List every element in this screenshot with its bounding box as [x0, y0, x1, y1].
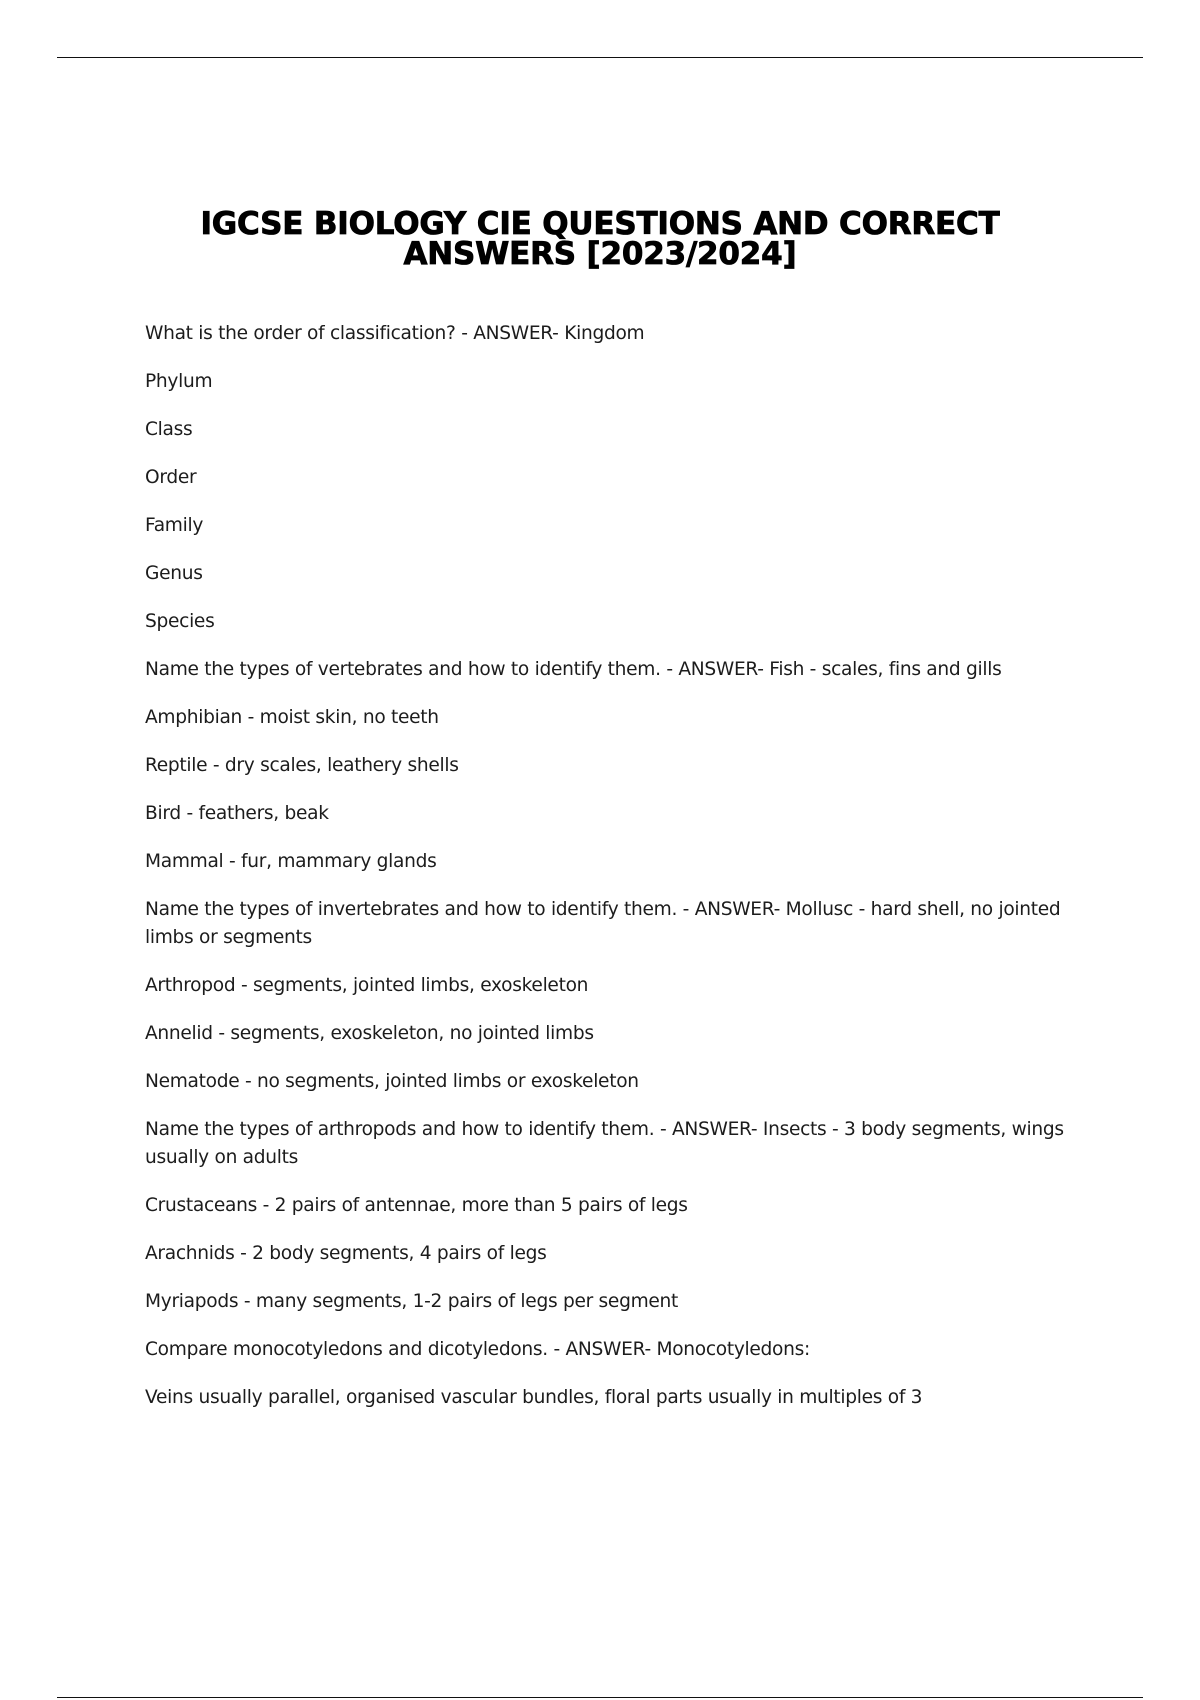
paragraph: Amphibian - moist skin, no teeth	[145, 707, 439, 728]
paragraph: Name the types of vertebrates and how to identify them. - ANSWER- Fish - scales, fins and gills	[145, 659, 1002, 680]
bottom-rule	[57, 1697, 1143, 1698]
paragraph: Compare monocotyledons and dicotyledons. - ANSWER- Monocotyledons:	[145, 1339, 810, 1360]
top-rule	[57, 57, 1143, 58]
paragraph: Genus	[145, 563, 203, 584]
paragraph: Name the types of arthropods and how to identify them. - ANSWER- Insects - 3 body segments, wings usually on adults	[145, 1119, 1064, 1168]
document-body	[145, 320, 1075, 1432]
document-title: IGCSE BIOLOGY CIE QUESTIONS AND CORRECT ANSWERS [2023/2024]	[200, 205, 1000, 272]
paragraph: Name the types of invertebrates and how to identify them. - ANSWER- Mollusc - hard shell, no jointed limbs or segments	[145, 899, 1061, 948]
paragraph: What is the order of classification? - ANSWER- Kingdom	[145, 323, 645, 344]
paragraph: Arachnids - 2 body segments, 4 pairs of legs	[145, 1243, 547, 1264]
paragraph: Order	[145, 467, 197, 488]
paragraph: Crustaceans - 2 pairs of antennae, more than 5 pairs of legs	[145, 1195, 688, 1216]
paragraph: Family	[145, 515, 204, 536]
paragraph: Phylum	[145, 371, 213, 392]
paragraph: Mammal - fur, mammary glands	[145, 851, 437, 872]
paragraph: Annelid - segments, exoskeleton, no jointed limbs	[145, 1023, 594, 1044]
paragraph: Species	[145, 611, 215, 632]
paragraph: Myriapods - many segments, 1-2 pairs of legs per segment	[145, 1291, 678, 1312]
paragraph: Reptile - dry scales, leathery shells	[145, 755, 459, 776]
paragraph: Nematode - no segments, jointed limbs or exoskeleton	[145, 1071, 639, 1092]
paragraph: Class	[145, 419, 193, 440]
paragraph: Arthropod - segments, jointed limbs, exoskeleton	[145, 975, 589, 996]
paragraph: Bird - feathers, beak	[145, 803, 329, 824]
paragraph: Veins usually parallel, organised vascular bundles, floral parts usually in multiples of 3	[145, 1387, 923, 1408]
